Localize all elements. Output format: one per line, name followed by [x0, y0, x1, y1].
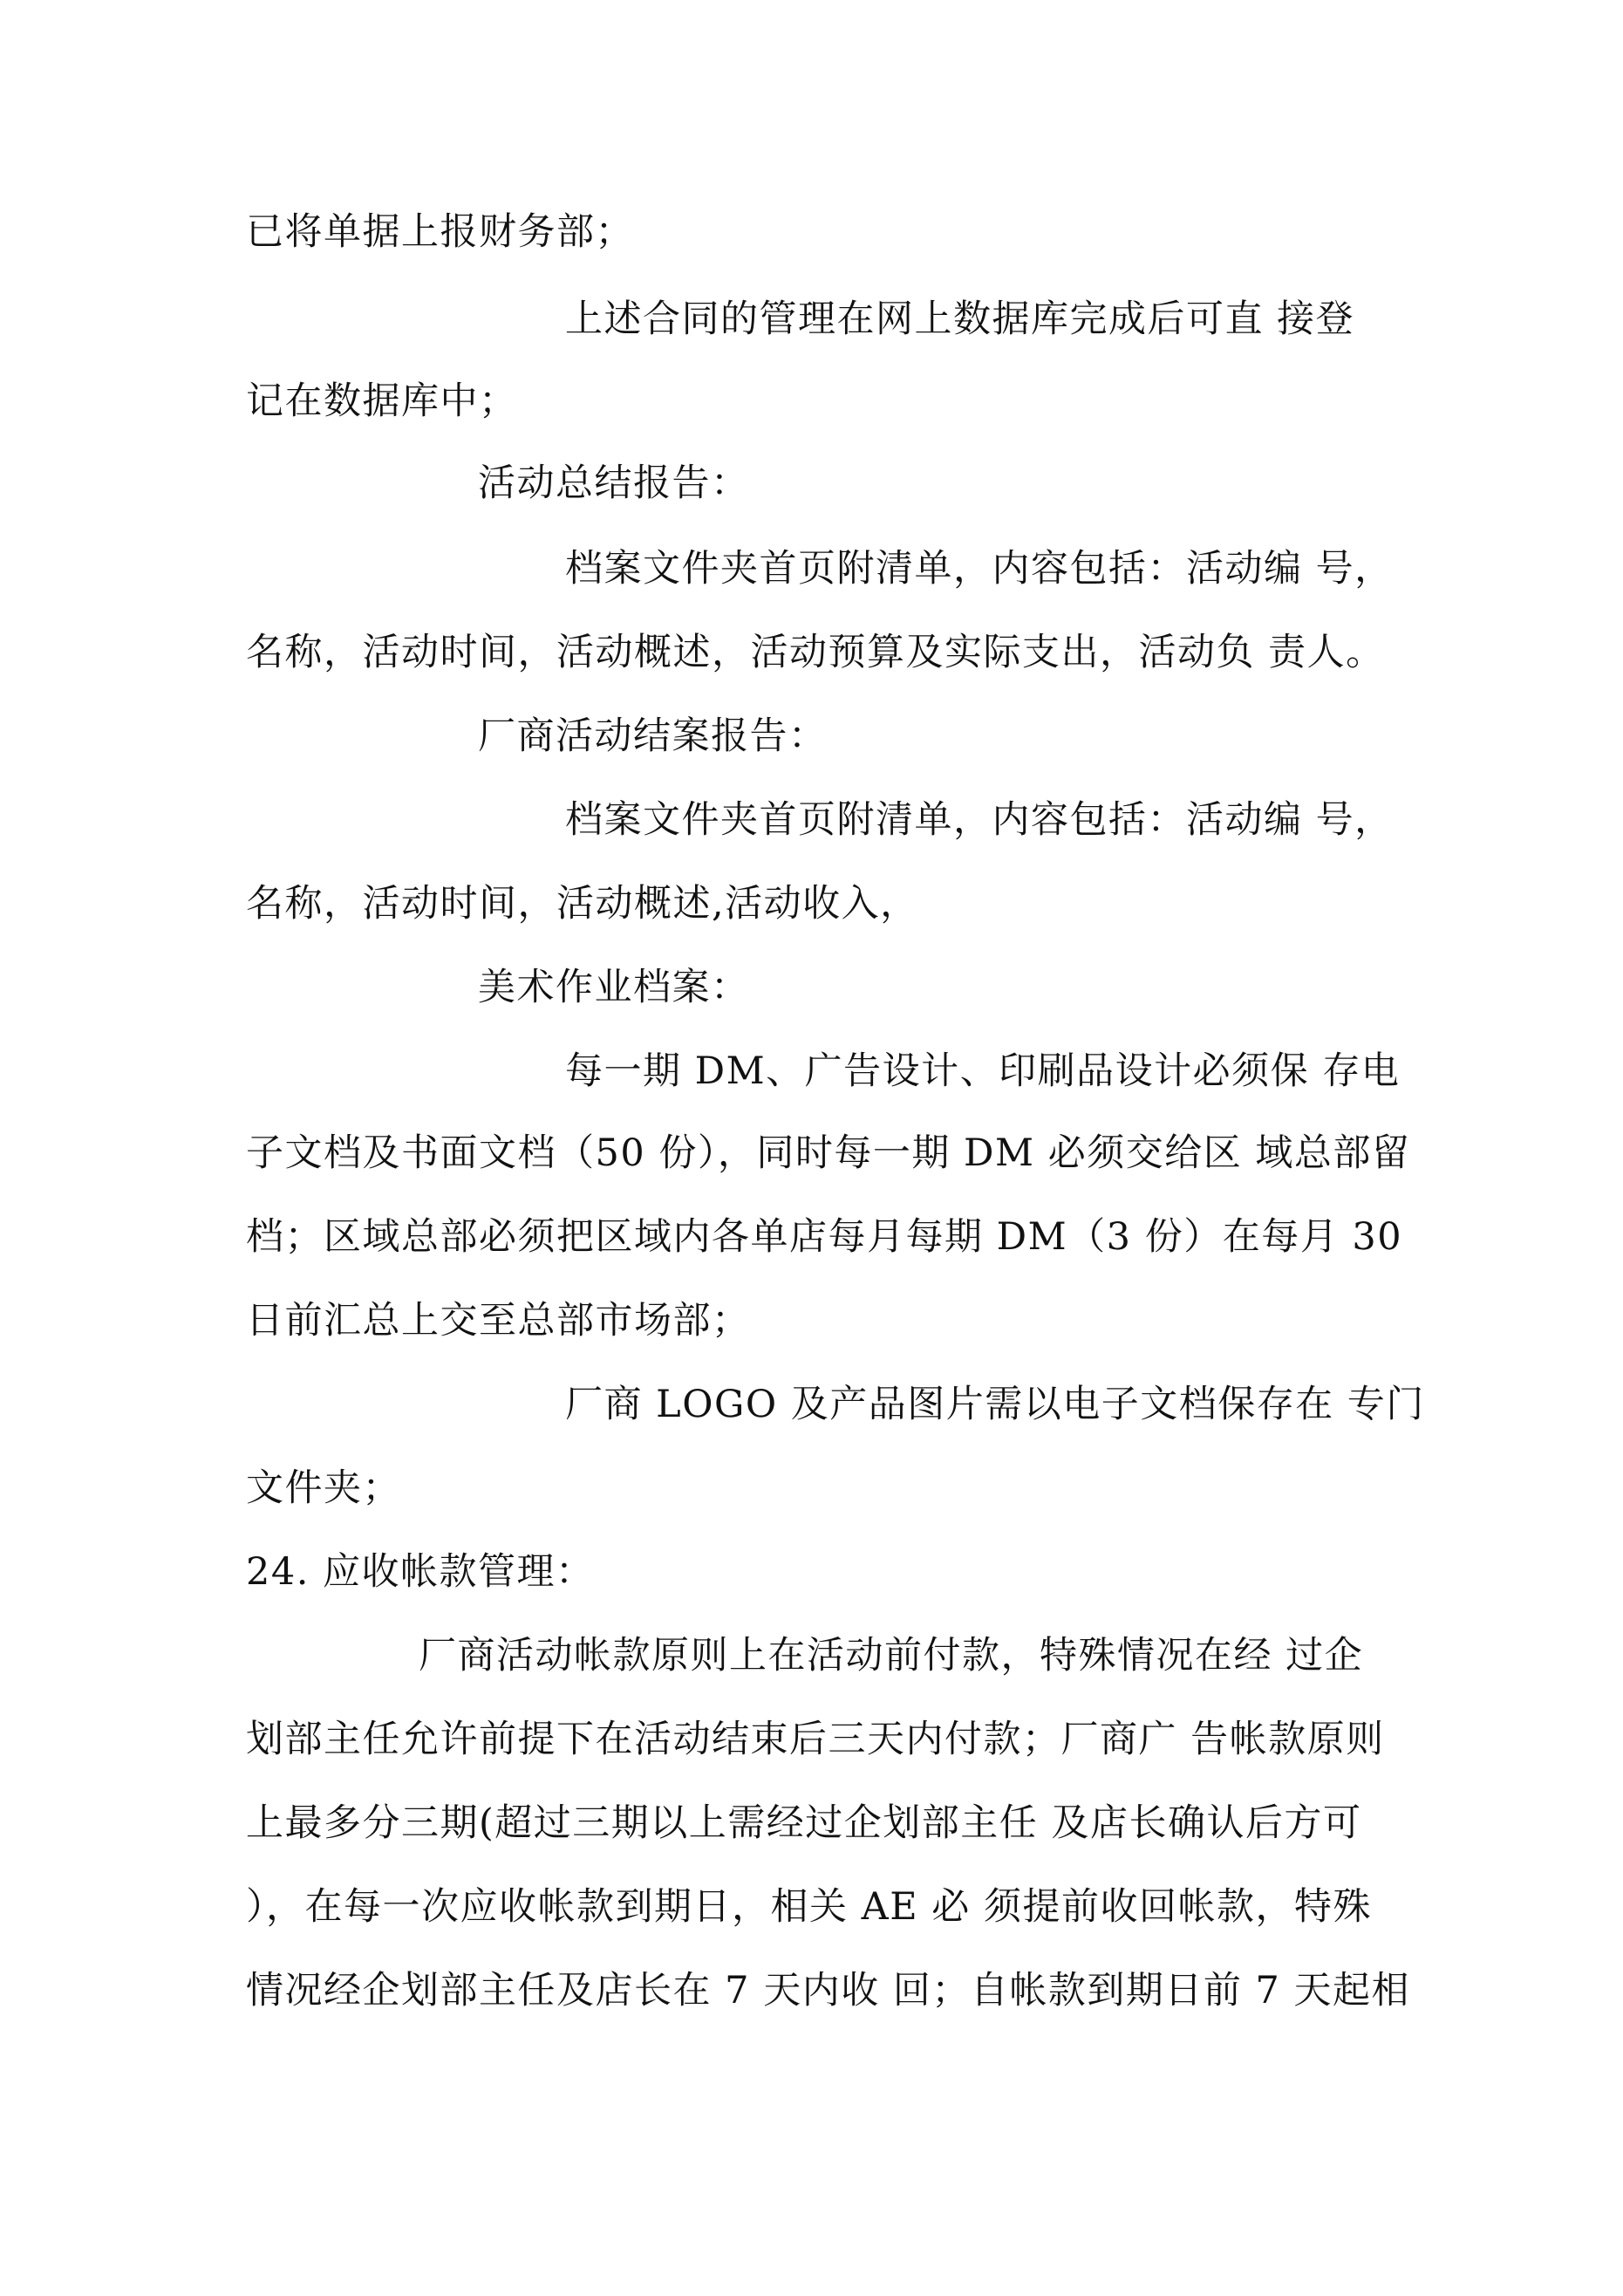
- section-heading: 活动总结报告：: [478, 461, 750, 505]
- section-heading: 美术作业档案：: [478, 966, 750, 1009]
- text-line: 档；区域总部必须把区域内各单店每月每期 DM（3 份）在每月 30: [246, 1215, 1403, 1259]
- text-line: 厂商活动帐款原则上在活动前付款，特殊情况在经 过企: [419, 1634, 1364, 1678]
- text-line: 档案文件夹首页附清单，内容包括：活动编 号，: [565, 798, 1394, 842]
- text-line: 日前汇总上交至总部市场部；: [246, 1299, 751, 1343]
- section-heading: 厂商活动结案报告：: [478, 714, 828, 758]
- text-line: 子文档及书面文档（50 份），同时每一期 DM 必须交给区 域总部留: [246, 1131, 1411, 1175]
- text-line: 情况经企划部主任及店长在 7 天内收 回；自帐款到期日前 7 天起相: [246, 1969, 1411, 2012]
- text-line: 上最多分三期(超过三期以上需经过企划部主任 及店长确认后方可: [246, 1801, 1362, 1845]
- text-line: 上述合同的管理在网上数据库完成后可直 接登: [565, 297, 1355, 341]
- text-line: ），在每一次应收帐款到期日，相关 AE 必 须提前收回帐款，特殊: [246, 1885, 1372, 1929]
- text-line: 划部主任允许前提下在活动结束后三天内付款；厂商广 告帐款原则: [246, 1718, 1385, 1761]
- text-line: 名称，活动时间，活动概述，活动预算及实际支出，活动负 责人。: [246, 631, 1385, 674]
- text-line: 记在数据库中；: [246, 379, 518, 423]
- text-line: 每一期 DM、广告设计、印刷品设计必须保 存电: [565, 1049, 1401, 1093]
- text-line: 文件夹；: [246, 1466, 401, 1510]
- text-line: 已将单据上报财务部；: [246, 210, 634, 254]
- text-line: 厂商 LOGO 及产品图片需以电子文档保存在 专门: [565, 1383, 1425, 1426]
- text-line: 档案文件夹首页附清单，内容包括：活动编 号，: [565, 547, 1394, 591]
- text-line: 名称，活动时间，活动概述,活动收入，: [246, 882, 919, 926]
- numbered-heading: 24. 应收帐款管理：: [246, 1550, 595, 1594]
